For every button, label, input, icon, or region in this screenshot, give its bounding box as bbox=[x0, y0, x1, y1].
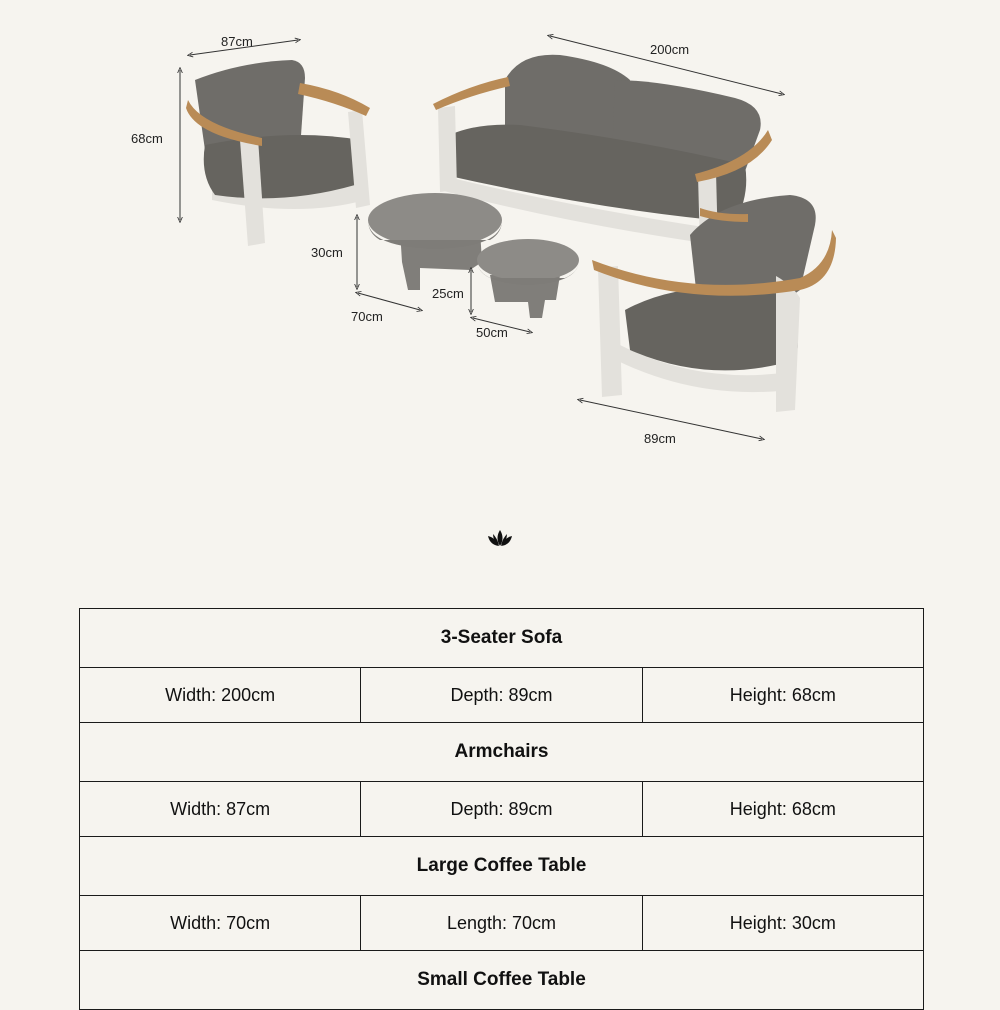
large-coffee-table bbox=[368, 193, 502, 290]
dim-sofa-width: 200cm bbox=[650, 42, 690, 57]
section-title-armchairs: Armchairs bbox=[80, 723, 924, 782]
cell-large-table-length: Length: 70cm bbox=[361, 896, 642, 951]
cell-large-table-height: Height: 30cm bbox=[642, 896, 923, 951]
armchair-left bbox=[186, 60, 370, 246]
dimensions-table bbox=[79, 608, 924, 1010]
cell-armchair-depth: Depth: 89cm bbox=[361, 782, 642, 837]
dim-small-table-width: 50cm bbox=[476, 325, 508, 340]
small-coffee-table bbox=[477, 239, 579, 318]
cell-sofa-height: Height: 68cm bbox=[642, 668, 923, 723]
dim-large-table-width: 70cm bbox=[351, 309, 383, 324]
cell-armchair-height: Height: 68cm bbox=[642, 782, 923, 837]
cell-sofa-width: Width: 200cm bbox=[80, 668, 361, 723]
cell-large-table-width: Width: 70cm bbox=[80, 896, 361, 951]
section-title-small-table: Small Coffee Table bbox=[80, 951, 924, 1010]
dim-depth: 89cm bbox=[644, 431, 676, 446]
dim-armchair-width: 87cm bbox=[221, 34, 253, 49]
section-title-sofa: 3-Seater Sofa bbox=[80, 609, 924, 668]
cell-sofa-depth: Depth: 89cm bbox=[361, 668, 642, 723]
lotus-icon bbox=[484, 526, 516, 550]
cell-armchair-width: Width: 87cm bbox=[80, 782, 361, 837]
dim-armchair-height: 68cm bbox=[131, 131, 163, 146]
dim-small-table-height: 25cm bbox=[432, 286, 464, 301]
dim-large-table-height: 30cm bbox=[311, 245, 343, 260]
section-title-large-table: Large Coffee Table bbox=[80, 837, 924, 896]
furniture-illustration bbox=[0, 0, 1000, 480]
